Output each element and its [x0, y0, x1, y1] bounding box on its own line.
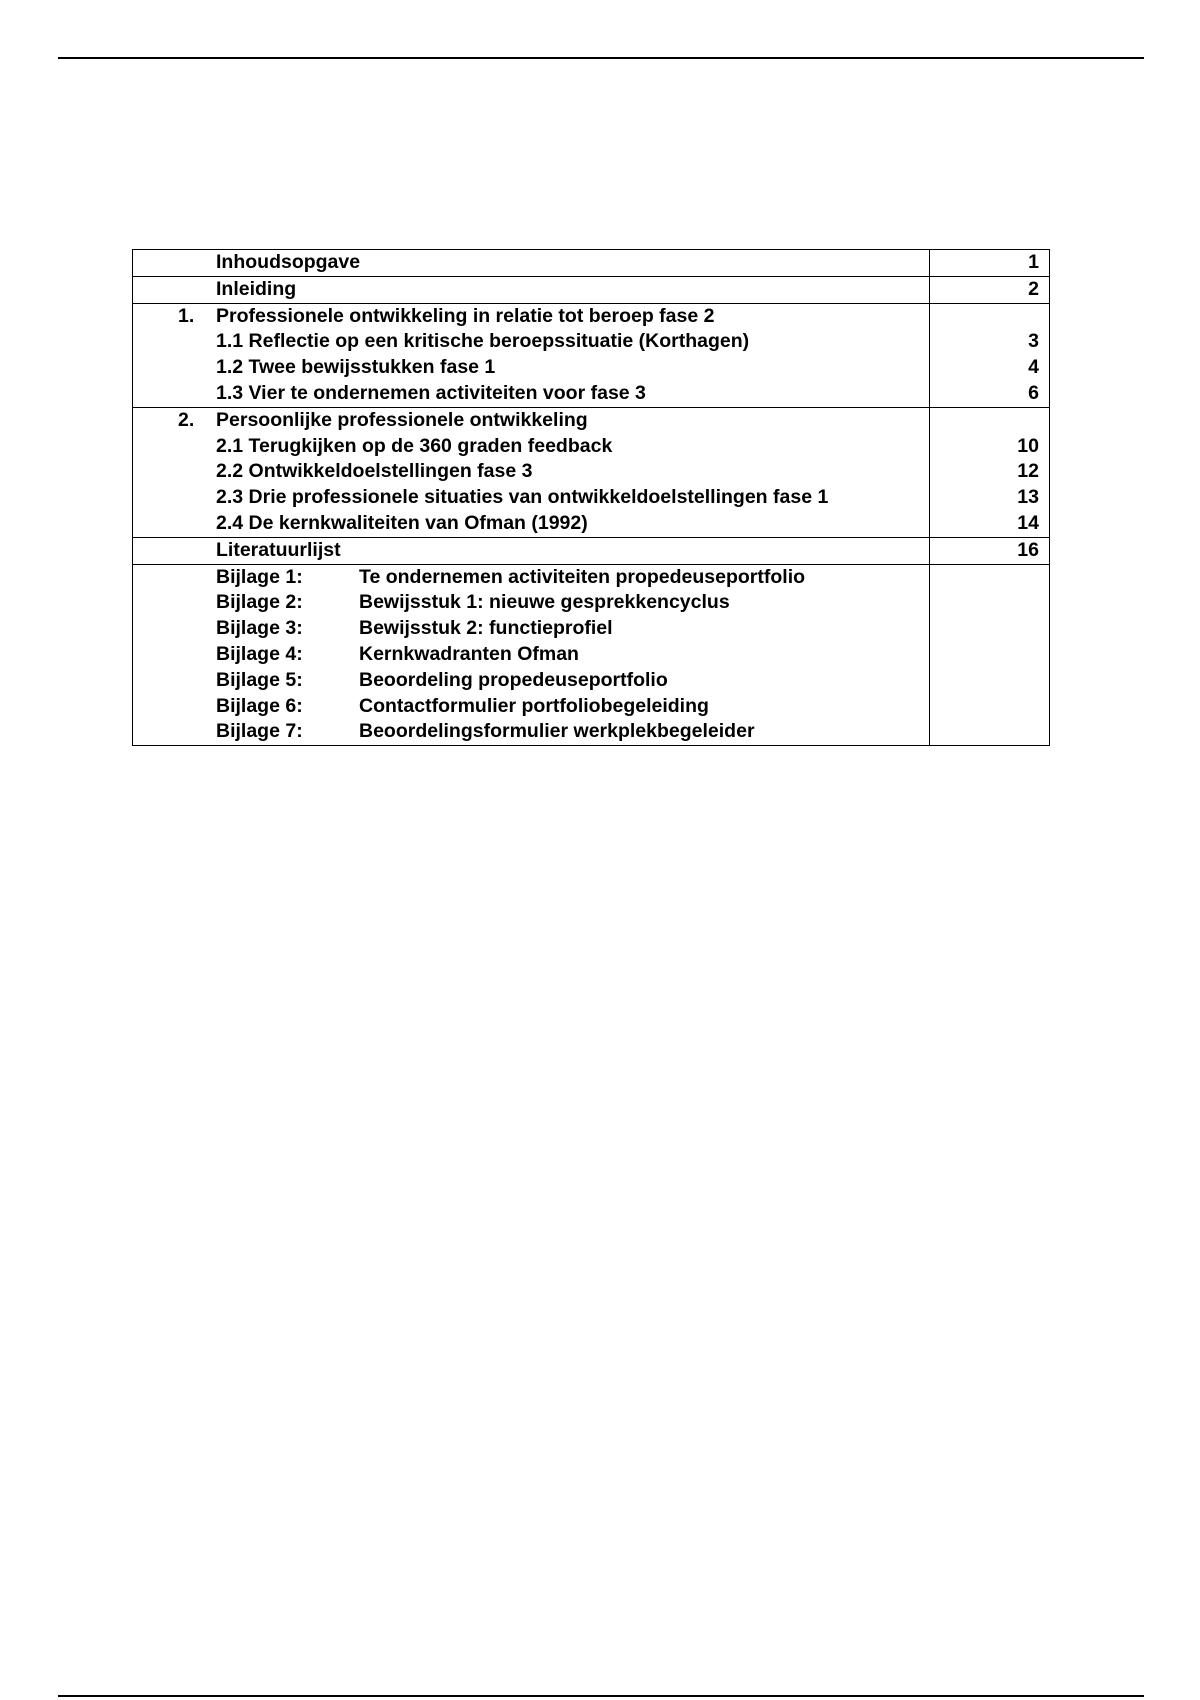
appendix-label: Bijlage 5: [216, 668, 303, 691]
toc-title-cell [133, 303, 930, 407]
section-number: 2. [178, 408, 195, 431]
toc-title-cell [133, 250, 930, 277]
toc-page-cell [929, 537, 1049, 564]
toc-page-number: 2 [1028, 277, 1039, 300]
appendix-label: Bijlage 4: [216, 642, 303, 665]
toc-section-1 [133, 303, 1050, 407]
appendix-title: Bewijsstuk 1: nieuwe gesprekkencyclus [359, 591, 730, 614]
footer-rule [58, 1695, 1144, 1697]
toc-subentry-title: 2.3 Drie professionele situaties van ontwikkeldoelstellingen fase 1 [216, 486, 829, 509]
section-number: 1. [178, 304, 195, 327]
appendix-label: Bijlage 7: [216, 720, 303, 743]
toc-row-literature [133, 537, 1050, 564]
toc-page-number: 14 [1017, 511, 1039, 534]
toc-row-contents [133, 250, 1050, 277]
appendix-item [133, 719, 929, 745]
appendix-item [133, 590, 929, 616]
appendix-label: Bijlage 2: [216, 591, 303, 614]
toc-page-cell [929, 250, 1049, 277]
toc-page-number: 13 [1017, 486, 1039, 509]
toc-section-2 [133, 407, 1050, 537]
appendix-title: Bewijsstuk 2: functieprofiel [359, 617, 613, 640]
toc-subentry-title: 2.1 Terugkijken op de 360 graden feedback [216, 434, 613, 457]
toc-subentry-title: 1.2 Twee bewijsstukken fase 1 [216, 356, 496, 379]
appendix-title: Te ondernemen activiteiten propedeuseportfolio [359, 565, 806, 588]
toc-subentry-title: 1.1 Reflectie op een kritische beroepssituatie (Korthagen) [216, 330, 750, 353]
appendix-title: Beoordeling propedeuseportfolio [359, 668, 668, 691]
header-rule [58, 57, 1144, 59]
appendix-item [133, 694, 929, 720]
toc-page-number: 1 [1028, 251, 1039, 273]
toc-page-number: 4 [1028, 356, 1039, 379]
appendix-item [133, 616, 929, 642]
toc-title-cell [133, 537, 930, 564]
toc-page-cell [929, 276, 1049, 303]
toc-title-cell [133, 276, 930, 303]
toc-subentry-title: 2.2 Ontwikkeldoelstellingen fase 3 [216, 460, 533, 483]
toc-page-number: 6 [1028, 381, 1039, 404]
table-of-contents [132, 249, 1050, 746]
toc-page-cell [929, 564, 1049, 746]
toc-entry-title: Inleiding [216, 277, 297, 300]
toc-page-number: 3 [1028, 330, 1039, 353]
toc-page-cell [929, 407, 1049, 537]
toc-appendices [133, 564, 1050, 746]
appendix-label: Bijlage 1: [216, 565, 303, 588]
toc-page-number: 16 [1017, 538, 1039, 561]
appendix-item [133, 642, 929, 668]
toc-subentry-title: 1.3 Vier te ondernemen activiteiten voor fase 3 [216, 381, 646, 404]
toc-page-cell [929, 303, 1049, 407]
toc-page-number: 10 [1017, 434, 1039, 457]
toc-page-number: 12 [1017, 460, 1039, 483]
toc-entry-title: Literatuurlijst [216, 538, 341, 561]
toc-title-cell [133, 407, 930, 537]
toc-title-cell [133, 564, 930, 746]
appendix-item [133, 565, 929, 591]
section-title: Professionele ontwikkeling in relatie tot beroep fase 2 [216, 304, 715, 327]
appendix-label: Bijlage 6: [216, 694, 303, 717]
appendix-label: Bijlage 3: [216, 617, 303, 640]
appendix-title: Beoordelingsformulier werkplekbegeleider [359, 720, 755, 743]
toc-entry-title: Inhoudsopgave [216, 251, 361, 273]
appendix-title: Contactformulier portfoliobegeleiding [359, 694, 709, 717]
appendix-title: Kernkwadranten Ofman [359, 642, 579, 665]
appendix-item [133, 668, 929, 694]
toc-row-introduction [133, 276, 1050, 303]
toc-subentry-title: 2.4 De kernkwaliteiten van Ofman (1992) [216, 511, 588, 534]
section-title: Persoonlijke professionele ontwikkeling [216, 408, 588, 431]
